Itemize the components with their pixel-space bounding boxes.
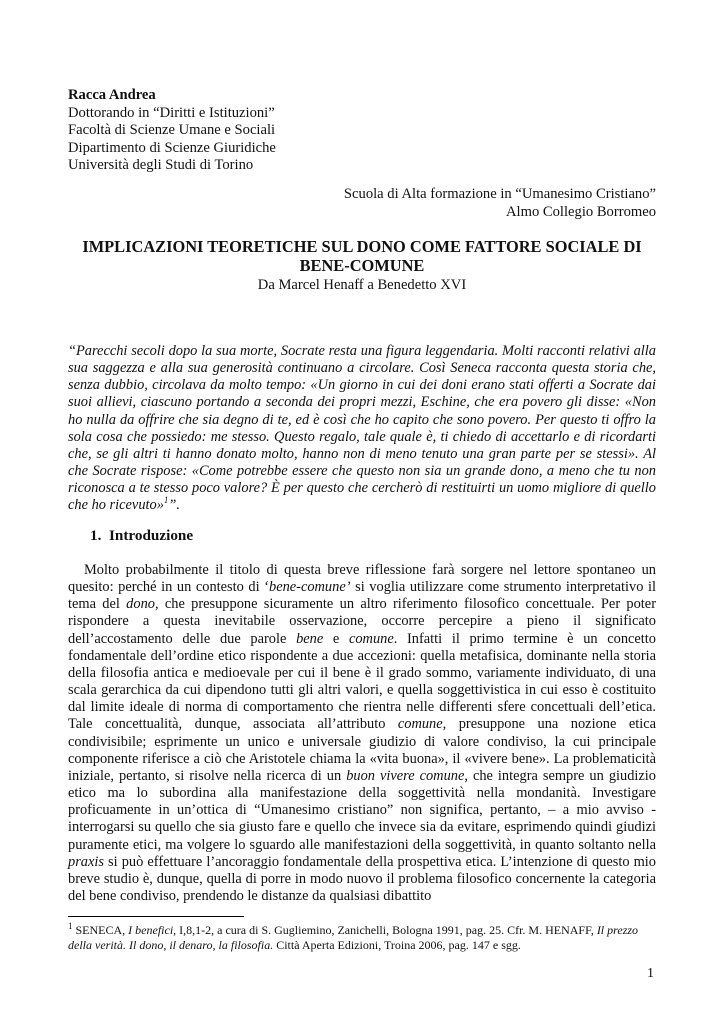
college-name: Almo Collegio Borromeo: [506, 203, 656, 220]
footnote-text: SENECA,: [72, 923, 129, 937]
quote-text: “Parecchi secoli dopo la sua morte, Socrate resta una figura leggendaria. Molti racconti relativi alla sua saggezza e alla sua generosità continuano a circolare. Così Seneca racconta questa storia che, senza dubbio, circolava da molto tempo: «Un giorno in cui dei doni erano stati offerti a Socrate dai suoi allievi, ciascuno portando a seconda dei propri mezzi, Eschine, che era povero gli disse: «Non ho nulla da offrire che sia degno di te, ed è così che ho capito che sono povero. Per questo ti offro la sola cosa che possiedo: me stesso. Questo regalo, tale quale è, ti chiedo di accettarlo e di ricordarti che, se gli altri ti hanno donato molto, hanno non di meno tenuto una gran parte per se stessi». Al che Socrate rispose: «Come potrebbe essere che questo non sia un grande dono, a meno che tu non riconosca a te stesso poco valore? È per questo che cercherò di restituirti un uomo migliore di quello che ho ricevuto»: [68, 343, 656, 514]
footnote-separator: [68, 916, 244, 917]
body-italic-term: comune,: [397, 716, 447, 733]
body-text: . Infatti il primo termine è un concetto fondamentale dell’ordine etico rispondente a due accezioni: quella metafisica, dominante nella storia della filosofia antica e medioevale per cui il bene è il grado sommo, variamente individuato, di una scala gerarchica da cui dipendono tutti gli altri valori, e quella soggettivistica in cui esso è costituito dal limite ideale di norma di comportamento che rientra nelle differenti sfere concettuali dell’etica. Tale concettualità, dunque, associata all’attributo: [68, 630, 657, 733]
school-name: Scuola di Alta formazione in “Umanesimo Cristiano”: [343, 186, 656, 202]
footnote-text: Città Aperta Edizioni, Troina 2006, pag. 147 e sgg.: [273, 938, 521, 953]
body-italic-term: bene: [296, 630, 324, 647]
quote-closing: ”.: [168, 497, 181, 514]
school-block: [156, 186, 656, 221]
body-text: si voglia utilizzare come strumento interpretativo il tema del: [68, 579, 656, 613]
footnote-reference[interactable]: 1: [163, 495, 169, 506]
page-number: 1: [647, 966, 654, 981]
footnote-text: , I,8,1-2, a cura di S. Gugliemino, Zanichelli, Bologna 1991, pag. 25. Cfr. M. HENAFF,: [173, 923, 597, 937]
author-affiliation-doctorate: Dottorando in “Diritti e Istituzioni”: [68, 104, 275, 121]
document-subtitle: Da Marcel Henaff a Benedetto XVI: [257, 277, 467, 293]
body-text: e: [323, 630, 349, 647]
body-text: si può effettuare l’ancoraggio fondamentale della prospettiva etica. L’intenzione di questo mio breve studio è, dunque, quella di porre in modo nuovo il problema filosofico concernente la categoria del bene condiviso, prendendo le distanze da qualsiasi dibattito: [68, 853, 656, 904]
footnote-italic-title: Il prezzo della verità. Il dono, il denaro, la filosofia.: [68, 923, 639, 953]
body-italic-term: dono: [126, 596, 155, 613]
section-number: 1.: [90, 527, 102, 544]
footnote-number: 1: [68, 921, 73, 931]
body-paragraph: [68, 562, 656, 905]
body-text: Molto probabilmente il titolo di questa breve riflessione farà sorgere nel lettore spontaneo un quesito: perché in un contesto di ‘: [68, 562, 656, 596]
body-italic-term: praxis: [68, 853, 104, 870]
body-italic-term: comune: [348, 630, 394, 647]
author-affiliation-department: Dipartimento di Scienze Giuridiche: [68, 139, 276, 156]
epigraph-quote: [68, 343, 656, 515]
author-name: Racca Andrea: [68, 87, 156, 103]
body-italic-term: buon vivere comune: [346, 767, 465, 784]
author-affiliation-university: Università degli Studi di Torino: [68, 157, 254, 174]
body-text: , che presuppone sicuramente un altro riferimento filosofico concettuale. Per poter rispondere a questa inevitabile osservazione, occorre percepire a pieno il significato dell’accostamento delle due parole: [68, 596, 656, 647]
title-line-2: BENE-COMUNE: [299, 256, 425, 275]
author-affiliation-faculty: Facoltà di Scienze Umane e Sociali: [68, 122, 276, 139]
section-heading: [90, 527, 193, 545]
section-title-text: Introduzione: [108, 527, 194, 544]
title-line-1: IMPLICAZIONI TEORETICHE SUL DONO COME FATTORE SOCIALE DI: [82, 237, 642, 256]
author-block: [68, 87, 488, 175]
body-italic-term: bene-comune’: [269, 579, 351, 596]
document-title: [60, 237, 664, 275]
body-text: , che integra sempre un giudizio etico ma lo subordina alla manifestazione della soggettività nella mondanità. Investigare proficuamente in un’ottica di “Umanesimo cristiano” non significa, pertanto, – a mio avviso - interrogarsi su quello che sia giusto fare e quello che invece sia da evitare, esprimendo quindi giudizi puramente etici, ma volgere lo sguardo alle manifestazioni della soggettività, in quanto soltanto nella: [68, 767, 656, 853]
footnote: [68, 923, 656, 953]
body-text: presuppone una nozione etica condivisibile; esprimente un unico e universale giudizio di valore condiviso, la cui principale componente riferisce a ciò che Aristotele chiama la «vita buona», il «vivere bene». La problematicità iniziale, pertanto, si risolve nella ricerca di un: [68, 716, 656, 784]
footnote-italic-title: I benefici: [128, 923, 174, 937]
